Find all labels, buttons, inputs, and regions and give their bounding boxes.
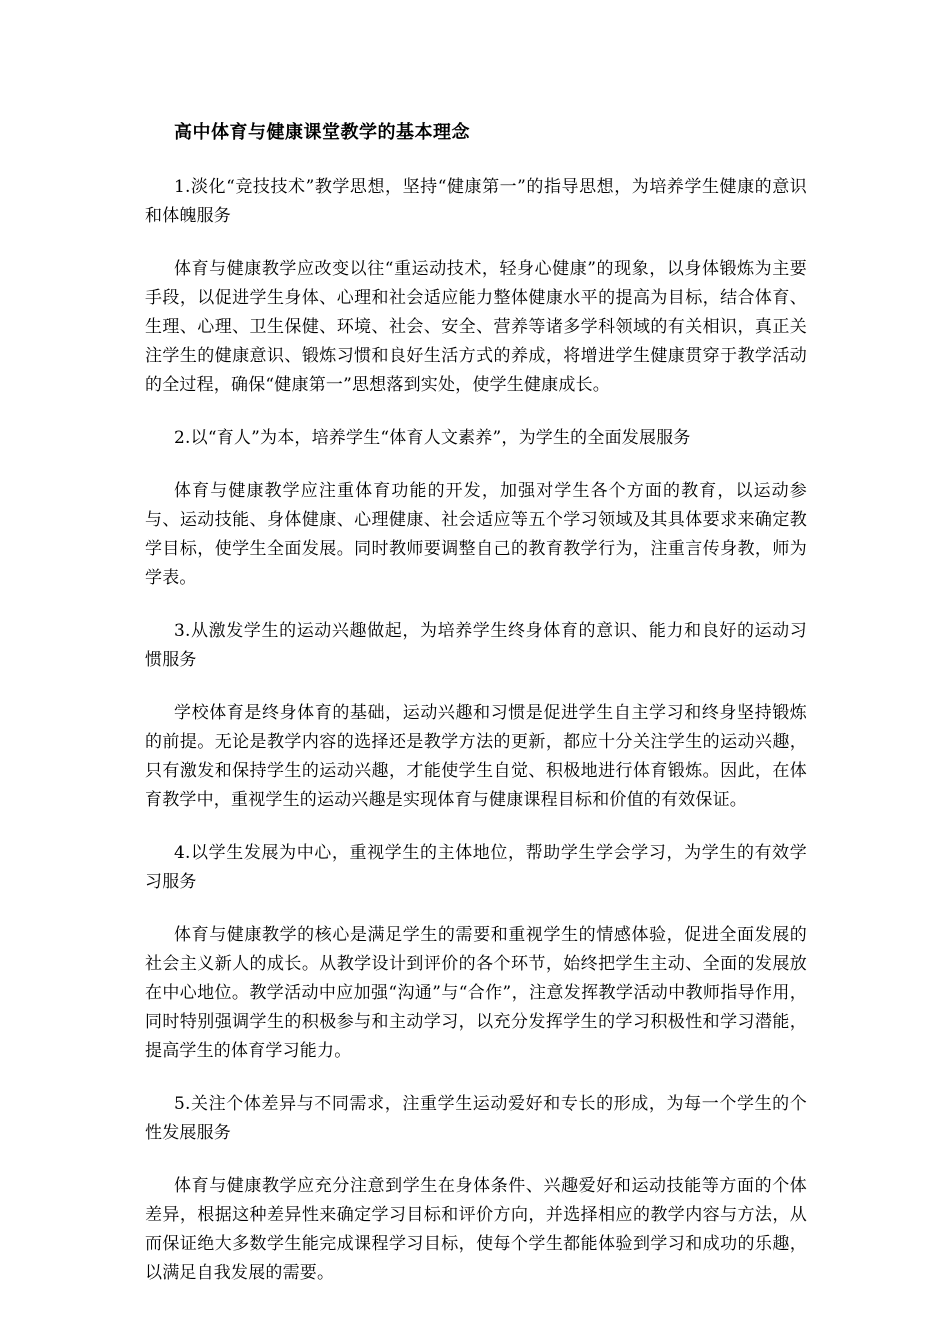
document-title: 高中体育与健康课堂教学的基本理念: [174, 122, 470, 143]
section-heading-3: 3.从激发学生的运动兴趣做起，为培养学生终身体育的意识、能力和良好的运动习惯服务: [145, 621, 807, 670]
body-paragraph-1: 体育与健康教学应改变以往“重运动技术，轻身心健康”的现象，以身体锻炼为主要手段，以促进学生身体、心理和社会适应能力整体健康水平的提高为目标，结合体育、生理、心理、卫生保健、环境、社会、安全、营养等诸多学科领域的有关相识，真正关注学生的健康意识、锻炼习惯和良好生活方式的养成，将增进学生健康贯穿于教学活动的全过程，确保“健康第一”思想落到实处，使学生健康成长。: [145, 259, 807, 395]
section-heading-4: 4.以学生发展为中心，重视学生的主体地位，帮助学生学会学习，为学生的有效学习服务: [145, 843, 807, 892]
section-heading-1: 1.淡化“竞技技术”教学思想，坚持“健康第一”的指导思想，为培养学生健康的意识和体魄服务: [145, 177, 807, 226]
section-heading-5: 5.关注个体差异与不同需求，注重学生运动爱好和专长的形成，为每一个学生的个性发展服务: [145, 1094, 807, 1143]
body-paragraph-4: 体育与健康教学的核心是满足学生的需要和重视学生的情感体验，促进全面发展的社会主义新人的成长。从教学设计到评价的各个环节，始终把学生主动、全面的发展放在中心地位。教学活动中应加强“沟通”与“合作”，注意发挥教学活动中教师指导作用，同时特别强调学生的积极参与和主动学习，以充分发挥学生的学习积极性和学习潜能，提高学生的体育学习能力。: [145, 925, 807, 1061]
body-paragraph-3: 学校体育是终身体育的基础，运动兴趣和习惯是促进学生自主学习和终身坚持锻炼的前提。无论是教学内容的选择还是教学方法的更新，都应十分关注学生的运动兴趣，只有激发和保持学生的运动兴趣，才能使学生自觉、积极地进行体育锻炼。因此，在体育教学中，重视学生的运动兴趣是实现体育与健康课程目标和价值的有效保证。: [145, 703, 807, 810]
body-paragraph-2: 体育与健康教学应注重体育功能的开发，加强对学生各个方面的教育，以运动参与、运动技能、身体健康、心理健康、社会适应等五个学习领域及其具体要求来确定教学目标，使学生全面发展。同时教师要调整自己的教育教学行为，注重言传身教，师为学表。: [145, 481, 807, 588]
body-paragraph-5: 体育与健康教学应充分注意到学生在身体条件、兴趣爱好和运动技能等方面的个体差异，根据这种差异性来确定学习目标和评价方向，并选择相应的教学内容与方法，从而保证绝大多数学生能完成课程学习目标，使每个学生都能体验到学习和成功的乐趣，以满足自我发展的需要。: [145, 1176, 807, 1283]
document-page: [145, 118, 807, 1312]
section-heading-2: 2.以“育人”为本，培养学生“体育人文素养”，为学生的全面发展服务: [174, 428, 691, 448]
